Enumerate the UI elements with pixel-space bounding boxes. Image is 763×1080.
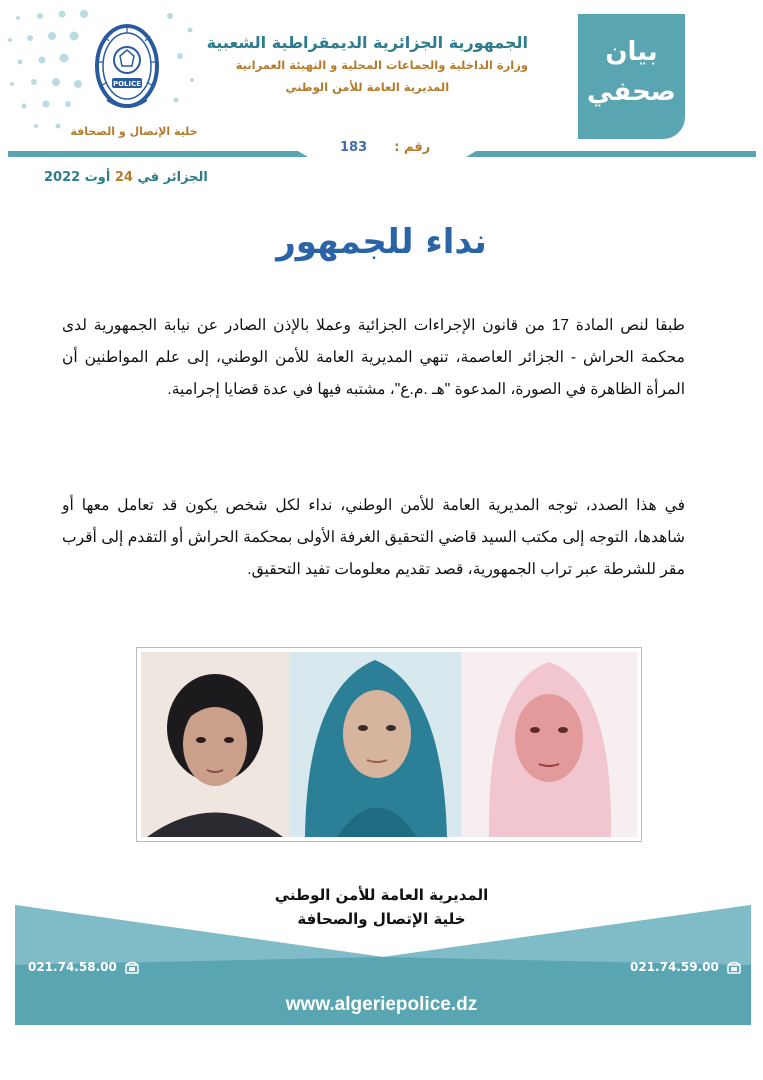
photo-1: [141, 652, 289, 837]
republic-title: الجمهورية الجزائرية الديمقراطية الشعبية: [206, 33, 528, 52]
date-month-year: أوت 2022: [44, 170, 111, 185]
photos-illustration: [137, 648, 641, 841]
phone-right-number: 021.74.59.00: [630, 960, 719, 974]
badge-line1: بيان: [605, 37, 658, 67]
number-label: رقم :: [394, 140, 431, 155]
signature-line2: خلية الإتصال والصحافة: [297, 910, 466, 928]
police-emblem-logo: [92, 22, 162, 117]
paragraph-1: طبقا لنص المادة 17 من قانون الإجراءات الجزائية وعملا بالإذن الصادر عن نيابة الجمهورية لدى محكمة الحراش - الجزائر العاصمة، تنهي المديرية العامة للأمن الوطني، إلى علم المواطنين أن المرأة الظاهرة في الصورة، المدعوة "هـ .م.ع"، مشتبه فيها في عدة قضايا إجرامية.: [62, 317, 686, 398]
directorate-title: المديرية العامة للأمن الوطني: [285, 80, 450, 94]
header-titles: [207, 32, 528, 98]
suspect-photos: [136, 647, 642, 842]
press-release-badge: [578, 14, 685, 139]
signature-line1: المديرية العامة للأمن الوطني: [274, 886, 489, 904]
paragraph-2: في هذا الصدد، توجه المديرية العامة للأمن الوطني، نداء لكل شخص يكون قد تعامل معها أو شاهدها، التوجه إلى مكتب السيد قاضي التحقيق الغرفة الأولى بمحكمة الحراش أو التقدم إلى أقرب مقر للشرطة عبر تراب الجمهورية، قصد تقديم معلومات تفيد التحقيق.: [62, 497, 685, 578]
badge-line2: صحفي: [587, 77, 676, 107]
phone-right: [630, 960, 741, 974]
date-prefix: الجزائر في: [137, 170, 208, 185]
website-link[interactable]: www.algeriepolice.dz: [285, 994, 478, 1015]
phone-icon: [125, 960, 139, 974]
issue-date: [44, 170, 208, 185]
cell-label: خلية الإتصال و الصحافة: [70, 125, 198, 138]
date-day: 24: [114, 170, 133, 185]
phone-left-number: 021.74.58.00: [28, 960, 117, 974]
phone-icon: [727, 960, 741, 974]
photo-3: [461, 652, 637, 837]
logo-police-text: POLICE: [112, 80, 142, 88]
phone-left: [28, 960, 139, 974]
photo-2: [289, 652, 461, 837]
page-title: نداء للجمهور: [276, 222, 487, 262]
reference-number: [340, 140, 430, 155]
ministry-title: وزارة الداخلية والجماعات المحلية و التهيئة العمرانية: [235, 58, 528, 72]
number-value: 183: [340, 140, 368, 155]
